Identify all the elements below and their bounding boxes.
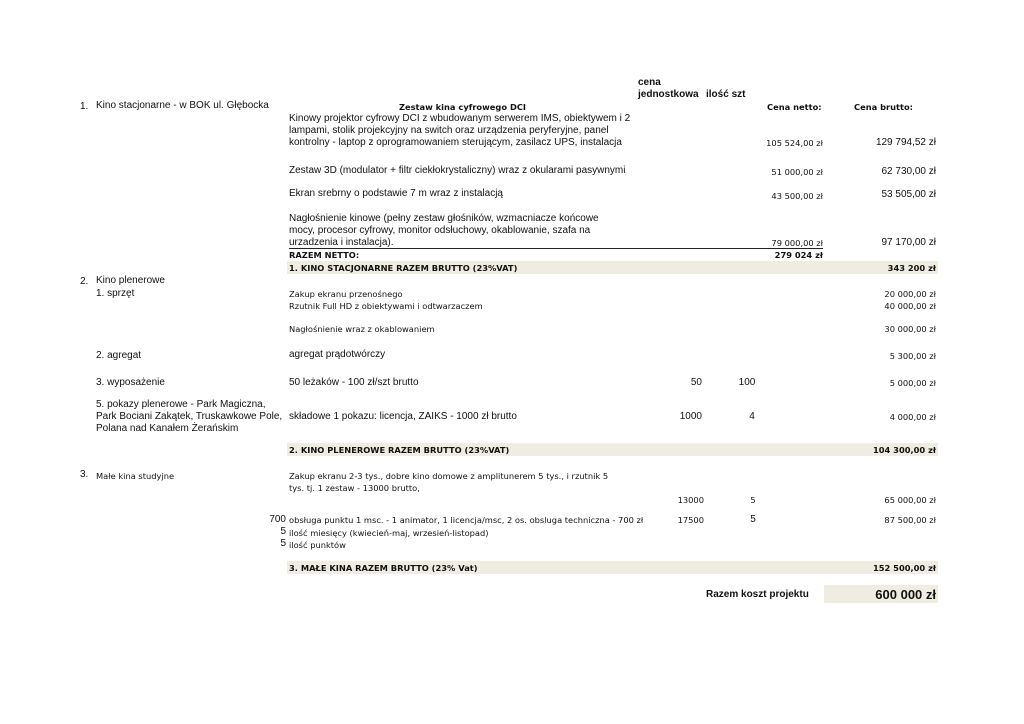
s3-cena2: 17500: [677, 515, 704, 525]
header-ilosc: ilość szt: [706, 89, 746, 100]
s2-sub1-item3-brutto: 30 000,00 zł: [884, 324, 936, 334]
s1-razem-netto-value: 279 024 zł: [774, 250, 823, 260]
s1-total-value: 343 200 zł: [887, 263, 936, 273]
s1-item1-brutto: 129 794,52 zł: [875, 137, 936, 148]
section2-title: Kino plenerowe: [96, 275, 165, 286]
s3-desc1: Zakup ekranu 2-3 tys., dobre kino domowe z amplitunerem 5 tys., i rzutnik 5 tys. tj. 1 zestaw - 13000 brutto,: [289, 471, 609, 493]
s3-total-label: 3. MAŁE KINA RAZEM BRUTTO (23% Vat): [289, 563, 478, 573]
section2-number: 2.: [80, 276, 89, 287]
section3-title: Małe kina studyjne: [96, 471, 175, 481]
s2-total-value: 104 300,00 zł: [872, 445, 936, 455]
s3-desc4: ilość punktów: [289, 540, 346, 550]
s2-sub1-item1-desc: Zakup ekranu przenośnego: [289, 289, 403, 299]
s3-brutto1: 65 000,00 zł: [884, 495, 936, 505]
s1-total-label: 1. KINO STACJONARNE RAZEM BRUTTO (23%VAT): [289, 263, 518, 273]
s2-sub3-desc: 50 leżaków - 100 zł/szt brutto: [289, 377, 419, 388]
s2-sub2-brutto: 5 300,00 zł: [889, 351, 936, 361]
grand-total-value: 600 000 zł: [875, 587, 936, 602]
s1-razem-netto-label: RAZEM NETTO:: [289, 250, 360, 260]
s2-sub1-label: 1. sprzęt: [96, 288, 135, 299]
s2-sub2-label: 2. agregat: [96, 350, 142, 361]
s2-sub3-cena: 50: [690, 377, 702, 388]
s1-item3-desc: Ekran srebrny o podstawie 7 m wraz z instalacją: [289, 188, 503, 199]
s3-n5a: 5: [280, 526, 286, 537]
s3-ilosc1: 5: [750, 495, 756, 505]
s2-sub1-item2-brutto: 40 000,00 zł: [884, 301, 936, 311]
s2-sub5-desc: składowe 1 pokazu: licencja, ZAIKS - 1000 zł brutto: [289, 411, 517, 422]
header-cena-brutto: Cena brutto:: [854, 102, 913, 112]
s1-item3-brutto: 53 505,00 zł: [881, 189, 936, 200]
header-zestaw: Zestaw kina cyfrowego DCI: [398, 102, 527, 112]
s1-item1-desc: Kinowy projektor cyfrowy DCI z wbudowanym serwerem IMS, obiektywem i 2 lampami, stolik projekcyjny na switch oraz urządzenia peryferyjne, panel kontrolny - laptop z oprogramowaniem sterującym, zasilacz UPS, instalacja: [289, 113, 631, 148]
header-cena-jednostkowa: cena jednostkowa: [638, 77, 699, 100]
s2-sub5-cena: 1000: [679, 411, 702, 422]
s2-sub1-item3-desc: Nagłośnienie wraz z okablowaniem: [289, 324, 435, 334]
s2-sub5-brutto: 4 000,00 zł: [889, 412, 936, 422]
s2-sub2-desc: agregat prądotwórczy: [289, 349, 386, 360]
s3-brutto2: 87 500,00 zł: [884, 515, 936, 525]
s2-sub3-label: 3. wyposażenie: [96, 377, 165, 388]
s3-total-value: 152 500,00 zł: [872, 563, 936, 573]
s3-ilosc2: 5: [750, 514, 756, 525]
s1-item3-netto: 43 500,00 zł: [771, 191, 823, 201]
section1-number: 1.: [80, 101, 89, 112]
s1-item1-netto: 105 524,00 zł: [766, 138, 823, 148]
s2-sub1-item1-brutto: 20 000,00 zł: [884, 289, 936, 299]
s1-item2-netto: 51 000,00 zł: [771, 167, 823, 177]
section1-title: Kino stacjonarne - w BOK ul. Głębocka: [96, 100, 269, 111]
s1-item4-brutto: 97 170,00 zł: [881, 237, 936, 248]
s1-item2-desc: Zestaw 3D (modulator + filtr ciekłokrystaliczny) wraz z okularami pasywnymi: [289, 165, 626, 176]
s1-item4-desc: Nagłośnienie kinowe (pełny zestaw głośników, wzmacniacze końcowe mocy, procesor cyfrowy, monitor odsłuchowy, okablowanie, szafa na urzadzenia i instalacja).: [289, 213, 599, 248]
s3-n5b: 5: [280, 538, 286, 549]
s2-sub3-ilosc: 100: [738, 377, 756, 388]
s2-sub1-item2-desc: Rzutnik Full HD z obiektywami i odtwarzaczem: [289, 301, 483, 311]
s2-sub5-label: 5. pokazy plenerowe - Park Magiczna, Park Bociani Zakątek, Truskawkowe Pole, Polana nad Kanałem Żerańskim: [96, 399, 283, 434]
s2-total-label: 2. KINO PLENEROWE RAZEM BRUTTO (23%VAT): [289, 445, 510, 455]
s2-sub3-brutto: 5 000,00 zł: [889, 378, 936, 388]
s3-desc3: ilość miesięcy (kwiecień-maj, wrzesień-listopad): [289, 528, 489, 538]
header-cena-netto: Cena netto:: [767, 102, 822, 112]
s3-desc2: obsługa punktu 1 msc. - 1 animator, 1 licencja/msc, 2 os. obsluga techniczna - 700 zł: [289, 515, 644, 525]
s1-item4-netto: 79 000,00 zł: [771, 238, 823, 248]
s1-item2-brutto: 62 730,00 zł: [881, 166, 936, 177]
s3-n700: 700: [269, 514, 286, 525]
s3-cena1: 13000: [677, 495, 704, 505]
section3-number: 3.: [80, 469, 89, 480]
grand-total-label: Razem koszt projektu: [706, 589, 809, 600]
s2-sub5-ilosc: 4: [749, 411, 755, 422]
